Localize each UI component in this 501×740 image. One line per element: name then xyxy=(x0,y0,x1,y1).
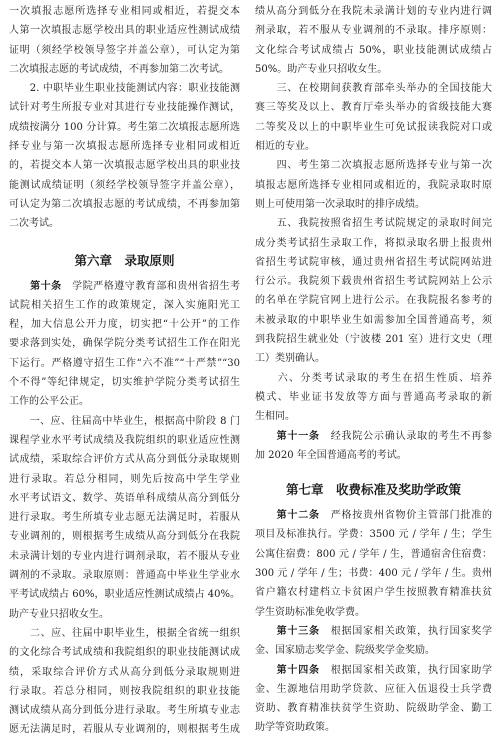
text-line: 择专业与第一次填报志愿所选择专业相同或相近 xyxy=(9,141,240,153)
text-line: 下运行。严格遵守招生工作“六不准”“十严禁”“30 xyxy=(9,357,240,369)
text-line: 工）类别确认。 xyxy=(255,353,325,365)
text-line: 六、分类考试录取的考生在招生性质、培养 xyxy=(255,372,492,384)
text-line: 资助、教育精准扶贫学生资助、院级助学金、勤工 xyxy=(255,703,492,715)
text-line: 调剂的不录取。录取原则：普通高中毕业生学业水 xyxy=(9,570,240,582)
text-line: 人第一次填报志愿学校出具的职业适应性测试成绩 xyxy=(9,25,240,37)
text-line: 五、我院按照省招生考试院规定的录取时间完 xyxy=(255,218,492,230)
article-10-first-line xyxy=(9,277,240,296)
text-line: 进行录取。若总分相同，则先后按高中学生学业 xyxy=(9,473,240,485)
text-line: 未录满计划的专业内进行调剂录取，若不服从专业 xyxy=(9,550,240,562)
text-line: 的，若提交本人第一次填报志愿学校出具的职业技 xyxy=(9,160,240,172)
text-line: 试成绩，采取综合评价方式从高分到低分录取规则 xyxy=(9,454,240,466)
text-line: 二等奖及以上的中职毕业生可免试报读我院对口或 xyxy=(255,121,492,133)
chapter-6-heading: 第六章 录取原则 xyxy=(74,252,175,268)
text-line: 证明（须经学校领导签字并盖公章），可认定为第 xyxy=(9,44,240,56)
text-line: 模式、毕业证书发放等方面与普通高考录取的新 xyxy=(255,391,492,403)
text-line: 的文化综合考试成绩和我院组织的职业技能测试成 xyxy=(9,647,240,659)
chapter-7-heading: 第七章 收费标准及奖助学政策 xyxy=(285,482,461,498)
text-line: 成分类考试招生录取工作，将拟录取名册上报贵州 xyxy=(255,237,492,249)
text-line: 行公示。我院须下载贵州省招生考试院网站上公示 xyxy=(255,276,492,288)
text-line: 三、在校期间获教育部牵头举办的全国技能大 xyxy=(255,83,492,95)
text-line: 助学等资助政策。 xyxy=(255,722,335,734)
text-line: 平考试成绩占 60%，职业适应性测试成绩占 40%。 xyxy=(9,589,240,601)
text-line: 赛三等奖及以上、教育厅牵头举办的省级技能大赛 xyxy=(255,102,492,114)
right-block-1 xyxy=(255,2,492,427)
article-text: 学院严格遵守教育部和贵州省招生考 xyxy=(72,280,240,292)
text-line: 的名单在学院官网上进行公示。在我院报名参考的 xyxy=(255,295,492,307)
text-line: 二次填报志愿的考试成绩，不再参加第二次考试。 xyxy=(9,63,229,75)
text-line: 能测试成绩证明（须经学校领导签字并盖公章）， xyxy=(9,179,240,191)
right-block-4 xyxy=(255,622,492,661)
text-line: 试针对考生所报专业对其进行专业技能操作测试， xyxy=(9,102,240,114)
text-line: 要求落到实处，确保学院分类考试招生工作在阳光 xyxy=(9,338,240,350)
text-line: 未被录取的中职毕业生如需参加全国普通高考，须 xyxy=(255,314,492,326)
left-column xyxy=(9,2,240,740)
text-line: 程，加大信息公开力度，切实把“十公开”的工作 xyxy=(9,319,240,331)
article-text: 根据国家相关政策，执行国家助学 xyxy=(330,664,492,676)
text-line: 剂录取，若不服从专业调剂的不录取。排序原则： xyxy=(255,25,492,37)
text-line: 金、生源地信用助学贷款、应征入伍退役士兵学费 xyxy=(255,683,492,695)
text-line: 一次填报志愿所选择专业相同或相近，若提交本 xyxy=(9,6,240,17)
article-number: 第十四条 xyxy=(276,664,320,676)
text-line: 50%。助产专业只招收女生。 xyxy=(255,63,388,75)
text-line: 成绩按满分 100 分计算。考生第二次填报志愿所选 xyxy=(9,121,240,133)
text-line: 专业调剂的，则根据考生成绩从高分到低分在我院 xyxy=(9,531,240,543)
article-14-first-line xyxy=(255,661,492,680)
text-line: 生相同。 xyxy=(255,411,295,423)
text-line: 省户籍农村建档立卡贫困户学生按照教育精准扶贫 xyxy=(255,587,492,599)
text-line: 加 2020 年全国普通高考的考试。 xyxy=(255,449,407,461)
text-line: 绩从高分到低分在我院未录满计划的专业内进行调 xyxy=(255,6,492,17)
text-line: 二次考试。 xyxy=(9,218,59,230)
left-block-1 xyxy=(9,2,240,234)
text-line: 行录取。若总分相同，则按我院组织的职业技能 xyxy=(9,685,240,697)
text-line: 可认定为第二次填报志愿的考试成绩，不再参加第 xyxy=(9,198,240,210)
text-line: 测试成绩从高分到低分进行录取。考生所填专业志 xyxy=(9,705,240,717)
article-number: 第十一条 xyxy=(276,430,320,442)
text-line: 助产专业只招收女生。 xyxy=(9,608,109,620)
text-line: 则上可使用第一次录取时的排序成绩。 xyxy=(255,198,425,210)
text-line: 课程学业水平考试成绩及我院组织的职业适应性测 xyxy=(9,434,240,446)
right-block-5 xyxy=(255,661,492,738)
text-line: 公寓住宿费：800 元 / 学年 / 生，普通宿舍住宿费： xyxy=(255,548,492,560)
text-line: 个不得”等纪律规定，切实维护学院分类考试招生 xyxy=(9,377,240,389)
text-line: 2. 中职毕业生职业技能测试内容：职业技能测 xyxy=(9,83,240,95)
text-line: 试院相关招生工作的政策规定，深入实施阳光工 xyxy=(9,299,240,311)
text-line: 项目及标准执行。学费：3500 元 / 学年 / 生；学生 xyxy=(255,529,492,541)
text-line: 四、考生第二次填报志愿所选择专业与第一次 xyxy=(255,160,492,172)
right-block-3 xyxy=(255,506,492,622)
article-text: 根据国家相关政策，执行国家奖学 xyxy=(330,625,492,637)
right-column xyxy=(255,2,492,738)
text-line: 文化综合考试成绩占 50%，职业技能测试成绩占 xyxy=(255,44,492,56)
right-block-2 xyxy=(255,427,492,466)
left-block-2 xyxy=(9,277,240,740)
article-12-first-line xyxy=(255,506,492,525)
article-11-first-line xyxy=(255,427,492,446)
article-text: 经我院公示确认录取的考生不再参 xyxy=(330,430,492,442)
text-line: 工作的公平公正。 xyxy=(9,396,89,408)
article-13-first-line xyxy=(255,622,492,641)
text-line: 愿无法满足时，若服从专业调剂的，则根据考生成 xyxy=(9,724,240,736)
article-number: 第十条 xyxy=(30,280,62,292)
text-line: 300 元 / 学年 / 生；书费：400 元 / 学年 / 生。贵州 xyxy=(255,568,492,580)
article-number: 第十三条 xyxy=(276,625,320,637)
text-line: 到我院招生就业处（宁波楼 201 室）进行文史（理 xyxy=(255,334,492,346)
text-line: 进行录取。考生所填专业志愿无法满足时，若服从 xyxy=(9,512,240,524)
text-line: 学生资助标准免收学费。 xyxy=(255,606,365,618)
article-text: 严格按贵州省物价主管部门批准的 xyxy=(330,510,492,522)
text-line: 金、国家励志奖学金、院级奖学金奖励。 xyxy=(255,645,435,657)
text-line: 填报志愿所选择专业相同或相近的，我院录取时原 xyxy=(255,179,492,191)
article-number: 第十二条 xyxy=(276,510,320,522)
text-line: 省招生考试院审核，通过贵州省招生考试院网站进 xyxy=(255,256,492,268)
text-line: 绩，采取综合评价方式从高分到低分录取规则进 xyxy=(9,666,240,678)
text-line: 相近的专业。 xyxy=(255,141,315,153)
text-line: 二、应、往届中职毕业生，根据全省统一组织 xyxy=(9,627,240,639)
text-line: 水平考试语文、数学、英语单科成绩从高分到低分 xyxy=(9,492,240,504)
text-line: 一、应、往届高中毕业生，根据高中阶段 8 门 xyxy=(9,415,240,427)
